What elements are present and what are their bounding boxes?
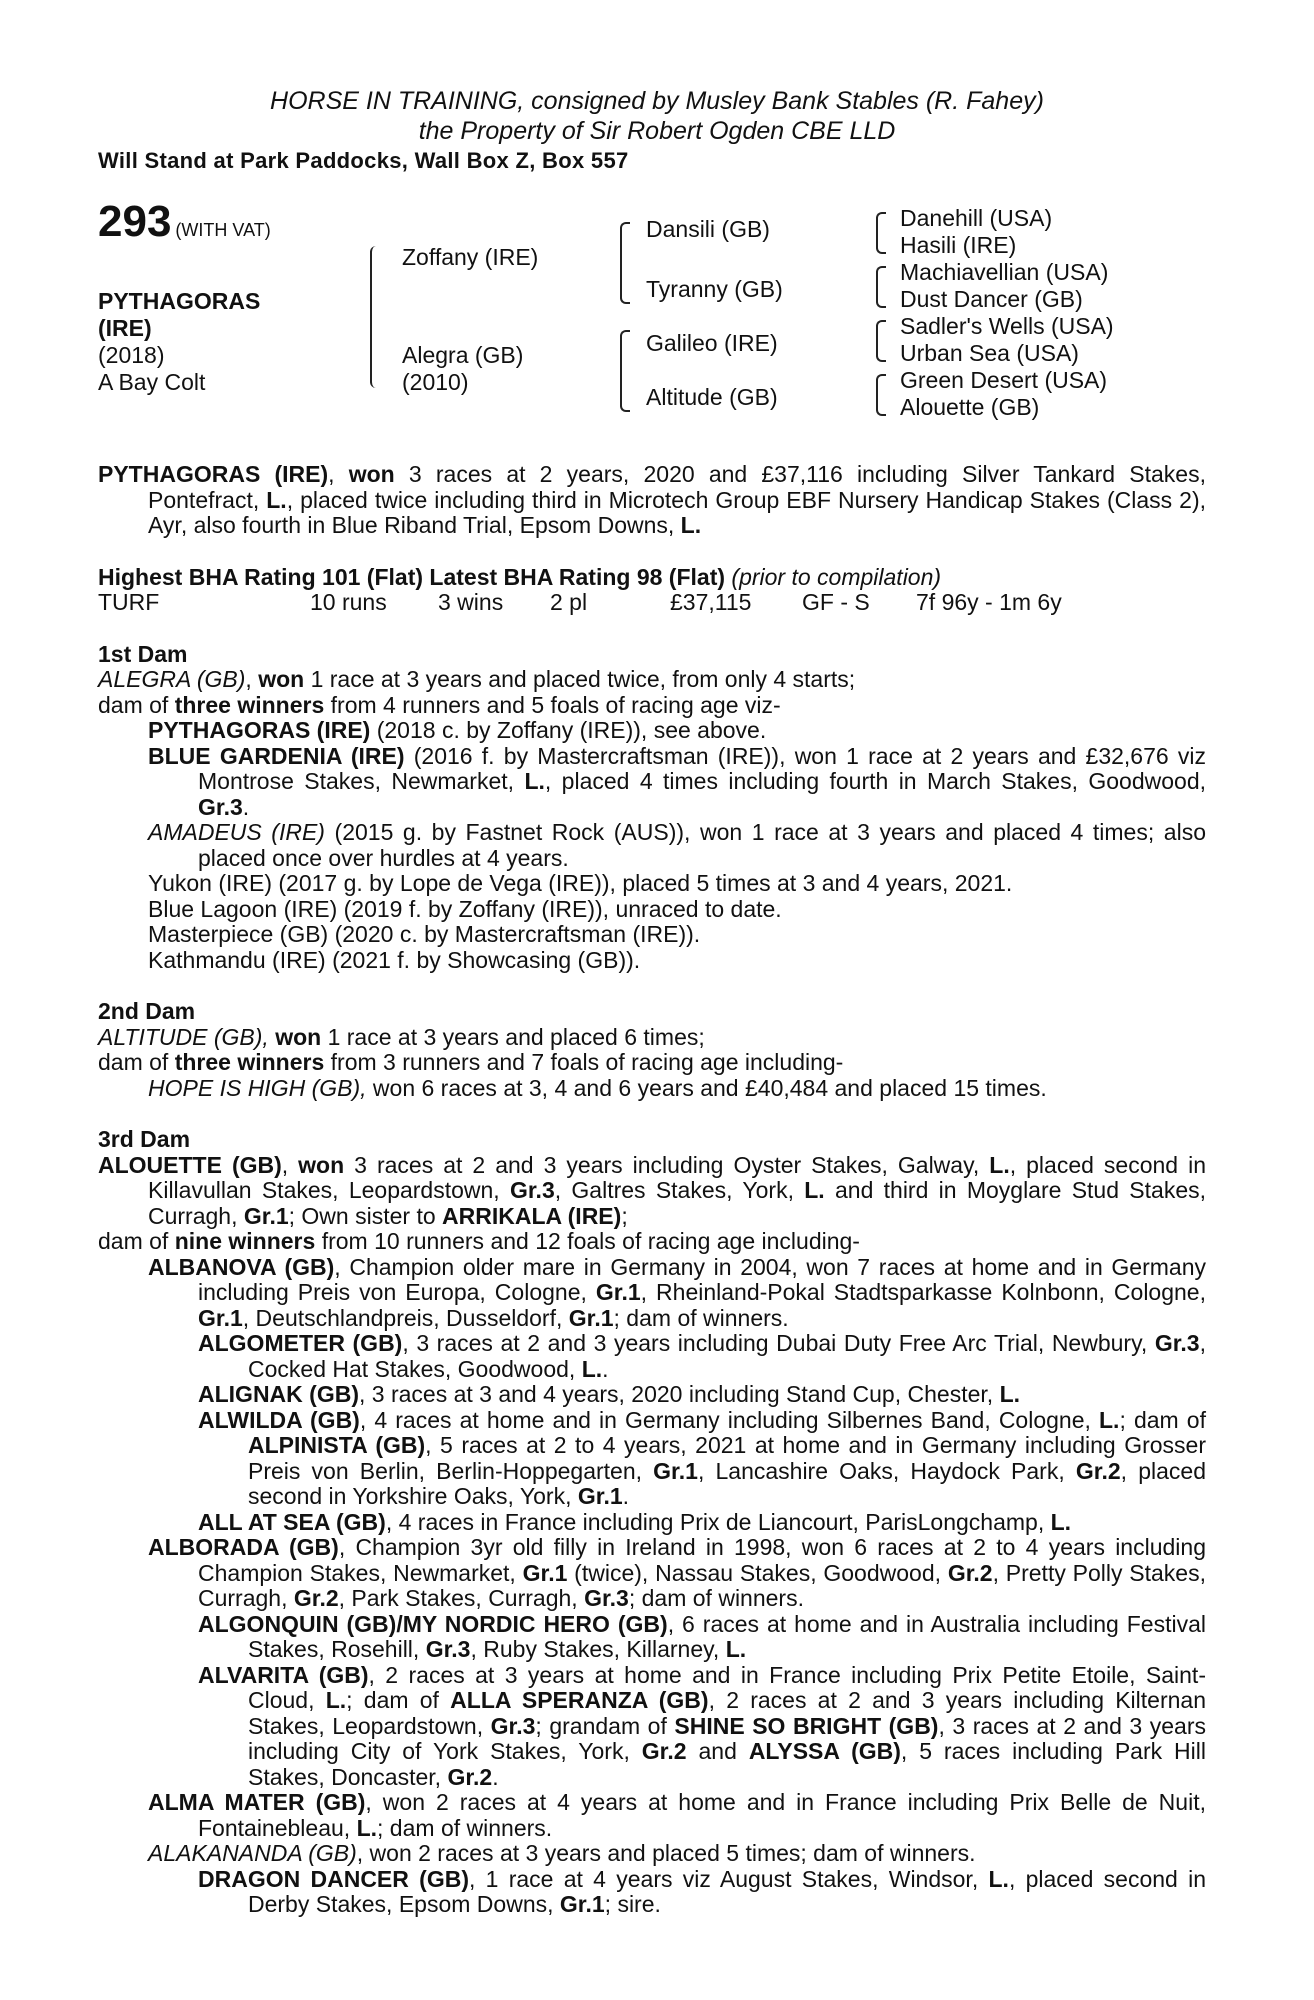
dam-name: Alegra (GB) [402, 342, 524, 368]
horse-summary: PYTHAGORAS (IRE), won 3 races at 2 years, 2020 and £37,116 including Silver Tankard Stakes, Pontefract, L., placed twice including third in Microtech Group EBF Nursery Handicap Stakes (Class 2), Ayr, also fourth in Blue Riband Trial, Epsom Downs, L. [98, 461, 1206, 538]
produce-entry: ALAKANANDA (GB), won 2 races at 3 years and placed 5 times; dam of winners. [148, 1840, 976, 1866]
first-dam-produce: dam of three winners from 4 runners and 5 foals of racing age viz- [98, 691, 781, 718]
grandsire-1: Danehill (USA) [900, 205, 1053, 231]
record-wins: 3 wins [438, 589, 504, 615]
produce-entry: PYTHAGORAS (IRE) (2018 c. by Zoffany (IRE)), see above. [148, 717, 767, 743]
stabling-line: Will Stand at Park Paddocks, Wall Box Z, Box 557 [98, 148, 629, 173]
record-placed: 2 pl [550, 589, 588, 615]
pedigree-brace-1 [370, 246, 379, 388]
record-earnings: £37,115 [670, 589, 752, 615]
grandsire-3: Sadler's Wells (USA) [900, 313, 1114, 339]
first-dam-heading: 1st Dam [98, 640, 188, 667]
produce-entry: Masterpiece (GB) (2020 c. by Mastercraftsman (IRE)). [148, 921, 701, 947]
granddam-3: Urban Sea (USA) [900, 340, 1079, 366]
horse-suffix: (IRE) [98, 315, 152, 341]
owner-line: the Property of Sir Robert Ogden CBE LLD [418, 117, 896, 145]
horse-description: A Bay Colt [98, 369, 206, 395]
produce-entry: BLUE GARDENIA (IRE) (2016 f. by Mastercraftsman (IRE)), won 1 race at 2 years and £32,676 viz Montrose Stakes, Newmarket, L., placed 4 times including fourth in March Stakes, Goodwood, Gr.3. [148, 742, 1206, 820]
produce-entry: HOPE IS HIGH (GB), won 6 races at 3, 4 and 6 years and £40,484 and placed 15 times. [148, 1074, 1047, 1101]
produce-entry: ALL AT SEA (GB), 4 races in France including Prix de Liancourt, ParisLongchamp, L. [198, 1508, 1072, 1535]
pedigree-brace-7 [876, 374, 886, 416]
second-dam-line: ALTITUDE (GB), won 1 race at 3 years and placed 6 times; [98, 1023, 705, 1050]
granddam-2: Dust Dancer (GB) [900, 286, 1083, 312]
pedigree-brace-5 [876, 266, 886, 308]
produce-entry: ALGOMETER (GB), 3 races at 2 and 3 years including Dubai Duty Free Arc Trial, Newbury, Gr.3, Cocked Hat Stakes, Goodwood, L.. [198, 1330, 1206, 1382]
granddam-4: Alouette (GB) [900, 394, 1040, 420]
second-dam-produce: dam of three winners from 3 runners and 7 foals of racing age including- [98, 1049, 844, 1075]
grandsire-2: Machiavellian (USA) [900, 259, 1109, 285]
produce-entry: AMADEUS (IRE) (2015 g. by Fastnet Rock (AUS)), won 1 race at 3 years and placed 4 times; also placed once over hurdles at 4 years. [148, 819, 1206, 871]
vat-note: (WITH VAT) [175, 220, 271, 240]
record-going: GF - S [802, 589, 870, 615]
produce-entry: DRAGON DANCER (GB), 1 race at 4 years viz August Stakes, Windsor, L., placed second in Derby Stakes, Epsom Downs, Gr.1; sire. [198, 1865, 1206, 1917]
sire-name: Zoffany (IRE) [402, 244, 539, 270]
catalogue-body [98, 462, 1206, 1918]
lot-number-block [98, 197, 271, 246]
produce-entry: ALBANOVA (GB), Champion older mare in Germany in 2004, won 7 races at home and in Germany including Preis von Europa, Cologne, Gr.1, Rheinland-Pokal Stadtsparkasse Kolnbonn, Cologne, Gr.1, Deutschlandpreis, Dusseldorf, Gr.1; dam of winners. [148, 1253, 1206, 1331]
produce-entry: Yukon (IRE) (2017 g. by Lope de Vega (IRE)), placed 5 times at 3 and 4 years, 2021. [148, 870, 1013, 896]
record-surface: TURF [98, 589, 160, 615]
pedigree-brace-3 [620, 330, 630, 412]
produce-entry: ALIGNAK (GB), 3 races at 3 and 4 years, 2020 including Stand Cup, Chester, L. [198, 1381, 1021, 1407]
pedigree-brace-6 [876, 320, 886, 362]
grandsire-4: Green Desert (USA) [900, 367, 1108, 393]
third-dam-heading: 3rd Dam [98, 1126, 191, 1152]
produce-entry: ALMA MATER (GB), won 2 races at 4 years at home and in France including Prix Belle de Nuit, Fontainebleau, L.; dam of winners. [148, 1789, 1206, 1841]
dam-year: (2010) [402, 369, 469, 395]
record-distance: 7f 96y - 1m 6y [916, 589, 1062, 615]
granddam-1: Hasili (IRE) [900, 232, 1017, 258]
third-dam-produce: dam of nine winners from 10 runners and 12 foals of racing age including- [98, 1228, 860, 1254]
produce-entry: Kathmandu (IRE) (2021 f. by Showcasing (GB)). [148, 946, 641, 973]
produce-entry: ALBORADA (GB), Champion 3yr old filly in Ireland in 1998, won 6 races at 2 to 4 years including Champion Stakes, Newmarket, Gr.1 (twice), Nassau Stakes, Goodwood, Gr.2, Pretty Polly Stakes, Curragh, Gr.2, Park Stakes, Curragh, Gr.3; dam of winners. [148, 1534, 1206, 1611]
sire-sire: Dansili (GB) [646, 216, 770, 242]
pedigree-brace-2 [620, 222, 630, 304]
bha-rating-line: Highest BHA Rating 101 (Flat) Latest BHA Rating 98 (Flat) (prior to compilation) [98, 563, 942, 590]
pedigree-brace-4 [876, 212, 886, 254]
sire-dam: Tyranny (GB) [646, 276, 783, 302]
dam-sire: Galileo (IRE) [646, 330, 778, 356]
second-dam-heading: 2nd Dam [98, 998, 196, 1024]
dam-dam: Altitude (GB) [646, 384, 778, 410]
lot-number: 293 [98, 197, 172, 246]
produce-entry: ALVARITA (GB), 2 races at 3 years at home and in France including Prix Petite Etoile, Saint-Cloud, L.; dam of ALLA SPERANZA (GB), 2 races at 2 and 3 years including Kilternan Stakes, Leopardstown, Gr.3; grandam of SHINE SO BRIGHT (GB), 3 races at 2 and 3 years including City of York Stakes, York, Gr.2 and ALYSSA (GB), 5 races including Park Hill Stakes, Doncaster, Gr.2. [198, 1661, 1206, 1790]
produce-entry: ALGONQUIN (GB)/MY NORDIC HERO (GB), 6 races at home and in Australia including Festival Stakes, Rosehill, Gr.3, Ruby Stakes, Killarney, L. [198, 1610, 1206, 1662]
record-runs: 10 runs [310, 589, 387, 615]
first-dam-line: ALEGRA (GB), won 1 race at 3 years and placed twice, from only 4 starts; [98, 666, 856, 692]
horse-name: PYTHAGORAS [98, 288, 261, 314]
produce-entry: Blue Lagoon (IRE) (2019 f. by Zoffany (IRE)), unraced to date. [148, 895, 782, 922]
third-dam-line: ALOUETTE (GB), won 3 races at 2 and 3 years including Oyster Stakes, Galway, L., placed second in Killavullan Stakes, Leopardstown, Gr.3, Galtres Stakes, York, L. and third in Moyglare Stud Stakes, Curragh, Gr.1; Own sister to ARRIKALA (IRE); [98, 1151, 1206, 1229]
consignor-line: HORSE IN TRAINING, consigned by Musley Bank Stables (R. Fahey) [270, 87, 1044, 115]
race-record-row [98, 590, 1206, 616]
produce-entry: ALWILDA (GB), 4 races at home and in Germany including Silbernes Band, Cologne, L.; dam of ALPINISTA (GB), 5 races at 2 to 4 years, 2021 at home and in Germany including Grosser Preis von Berlin, Berlin-Hoppegarten, Gr.1, Lancashire Oaks, Haydock Park, Gr.2, placed second in Yorkshire Oaks, York, Gr.1. [198, 1406, 1206, 1509]
foaling-year: (2018) [98, 342, 165, 368]
